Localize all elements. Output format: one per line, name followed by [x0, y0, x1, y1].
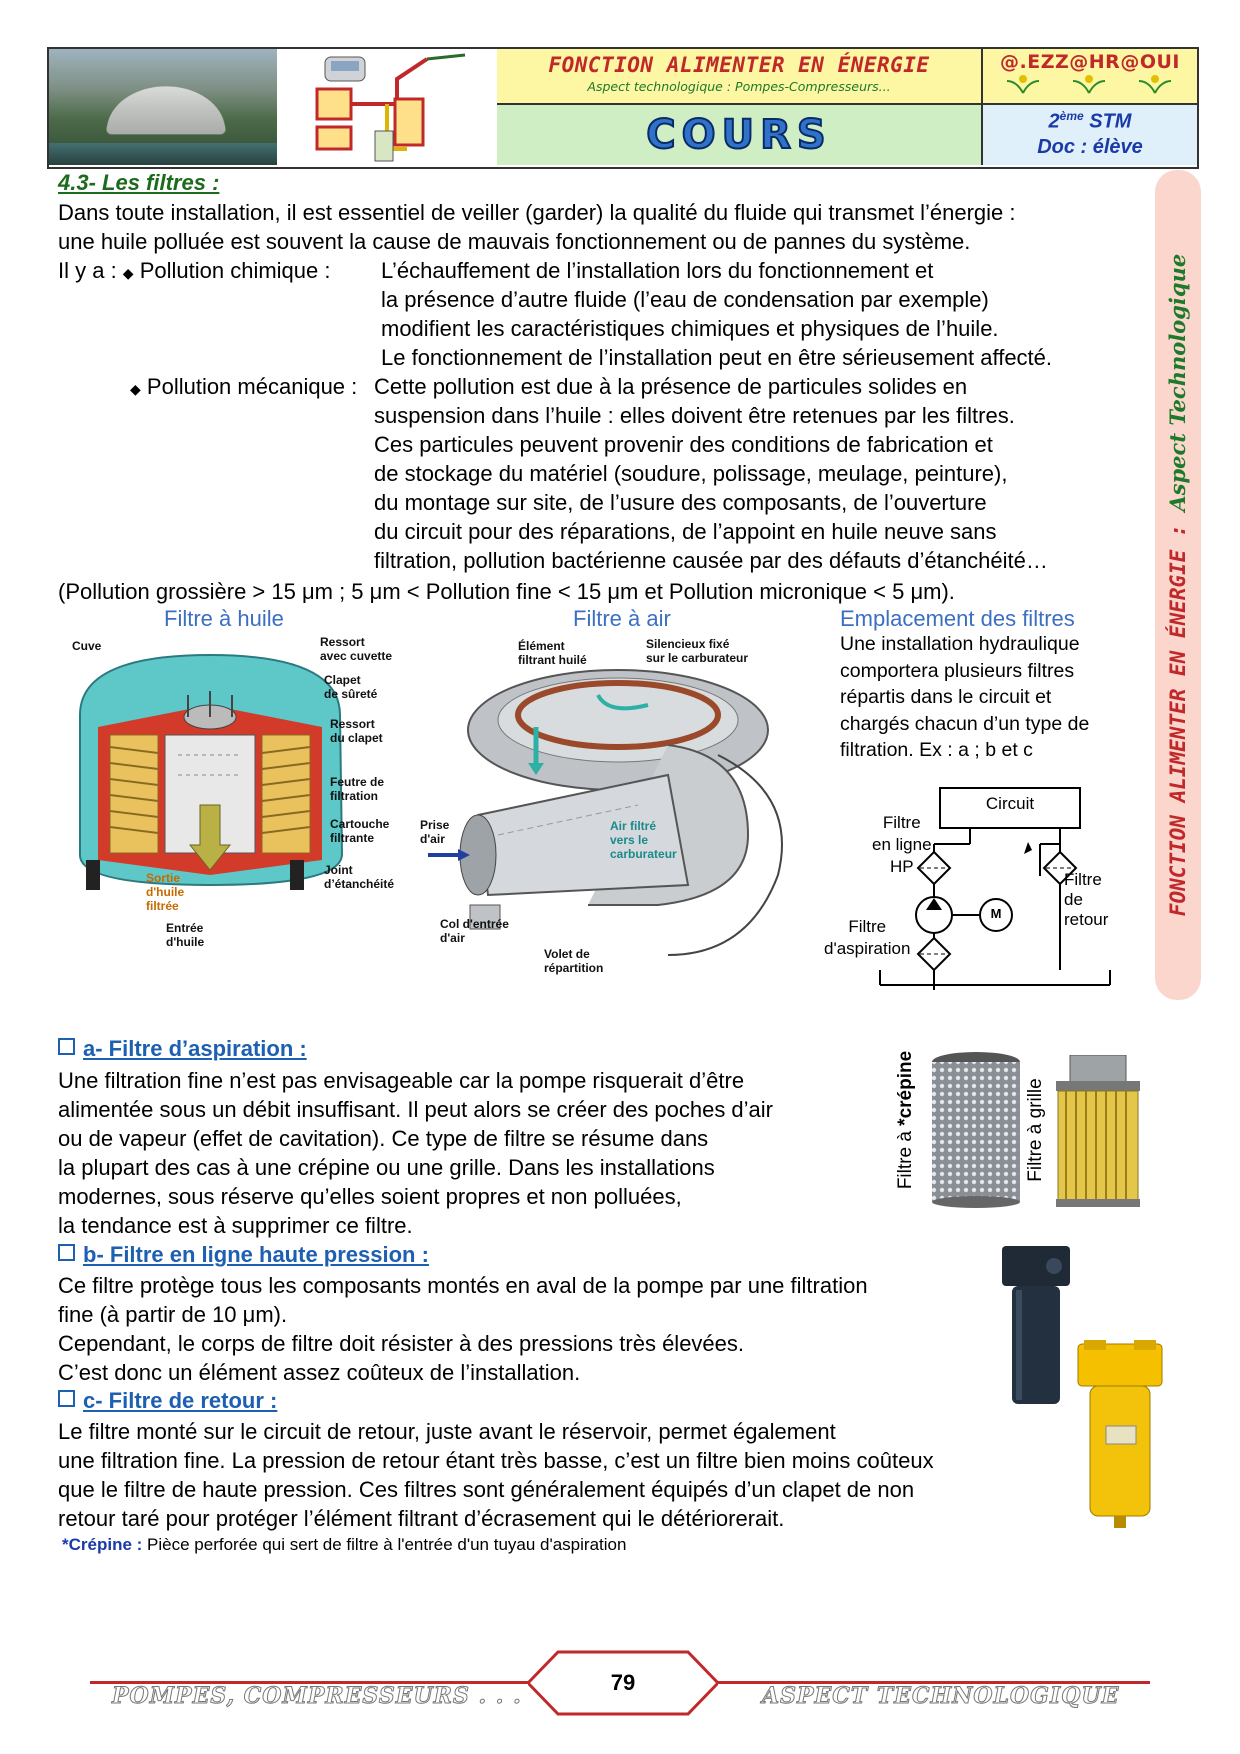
- label-aspiration: Filtre d'aspiration: [824, 917, 911, 958]
- flower-icon: [983, 73, 1197, 95]
- pollution-classes: (Pollution grossière > 15 μm ; 5 μm < Pollution fine < 15 μm et Pollution micronique < 5 μm).: [58, 579, 955, 604]
- crepine-label: Filtre à *crépine: [895, 1050, 916, 1190]
- doc-type-cell: [497, 105, 983, 165]
- label-prise: Prise d'air: [420, 818, 450, 846]
- header-subtitle: Aspect technologique : Pompes-Compresseurs...: [587, 79, 891, 94]
- header-title-cell: [497, 49, 983, 105]
- mech-line: Cette pollution est due à la présence de particules solides en: [374, 374, 968, 399]
- dam-photo: [49, 49, 278, 165]
- chem-line: Le fonctionnement de l’installation peut en être sérieusement affecté.: [381, 345, 1053, 370]
- placement-caption: Emplacement des filtres: [840, 606, 1075, 631]
- oil-filter-figure: [60, 635, 420, 955]
- label-col: Col d'entrée d'air: [440, 917, 509, 945]
- page-number: 79: [610, 1670, 636, 1695]
- label-joint: Joint d’étanchéité: [324, 863, 395, 891]
- return-filter-image: [1070, 1340, 1170, 1530]
- air-filter-caption: Filtre à air: [573, 606, 671, 631]
- label-clapet: Clapet de sûreté: [324, 673, 378, 701]
- sub-a-line: la plupart des cas à une crépine ou une grille. Dans les installations: [58, 1155, 715, 1180]
- air-filter-figure: [418, 635, 828, 980]
- sub-c-line: retour taré pour protéger l’élément filtrant d’écrasement qui le détériorerait.: [58, 1506, 785, 1531]
- sub-c-line: une filtration fine. La pression de retour étant très basse, c’est un filtre bien moins coûteux: [58, 1448, 934, 1473]
- footnote: *Crépine : Pièce perforée qui sert de filtre à l'entrée d'un tuyau d'aspiration: [62, 1535, 627, 1554]
- sub-c-line: que le filtre de haute pression. Ces filtres sont généralement équipés d’un clapet de non: [58, 1477, 915, 1502]
- level: 2ème STM: [1048, 109, 1132, 133]
- label-volet: Volet de répartition: [544, 947, 604, 975]
- doc-audience: Doc : élève: [1037, 135, 1143, 158]
- footer-left-text: POMPES, COMPRESSEURS . . .: [112, 1683, 522, 1709]
- sub-c-title: c- Filtre de retour :: [58, 1388, 277, 1414]
- sub-b-line: Cependant, le corps de filtre doit résister à des pressions très élevées.: [58, 1331, 745, 1356]
- mech-line: du circuit pour des réparations, de l’appoint en huile neuve sans: [374, 519, 997, 544]
- author-name: @.EZZ@HR@OUI: [1000, 51, 1180, 73]
- section-title: 4.3- Les filtres :: [58, 170, 220, 195]
- label-feutre: Feutre de filtration: [330, 775, 385, 803]
- header-title: FONCTION ALIMENTER EN ÉNERGIE: [548, 53, 930, 77]
- grille-label: Filtre à grille: [1025, 1078, 1046, 1182]
- label-air-filtre: Air filtré vers le carburateur: [610, 819, 677, 861]
- label-cartouche: Cartouche filtrante: [330, 817, 390, 845]
- circuit-diagram: [820, 780, 1120, 1000]
- chem-line: modifient les caractéristiques chimiques et physiques de l’huile.: [381, 316, 999, 341]
- pollution-chimique-label: Il y a : ◆ Pollution chimique :: [58, 258, 331, 283]
- grille-image: [1052, 1055, 1144, 1207]
- hp-filter-image: [998, 1240, 1074, 1410]
- intro-line-2: une huile polluée est souvent la cause de mauvais fonctionnement ou de pannes du système.: [58, 229, 971, 254]
- mech-line: du montage sur site, de l’usure des composants, de l’ouverture: [374, 490, 987, 515]
- sub-a-line: Une filtration fine n’est pas envisageable car la pompe risquerait d’être: [58, 1068, 745, 1093]
- circuit-label: Circuit: [985, 794, 1035, 813]
- sub-b-line: C’est donc un élément assez coûteux de l’installation.: [58, 1360, 581, 1385]
- footer-right-text: ASPECT TECHNOLOGIQUE: [762, 1683, 1120, 1709]
- sub-a-title: a- Filtre d’aspiration :: [58, 1036, 307, 1062]
- sub-c-line: Le filtre monté sur le circuit de retour, juste avant le réservoir, permet également: [58, 1419, 836, 1444]
- label-en-ligne: Filtre en ligne HP: [872, 813, 932, 876]
- chem-line: la présence d’autre fluide (l’eau de condensation par exemple): [381, 287, 989, 312]
- doc-type: COURS: [646, 112, 832, 158]
- energy-diagram: [277, 49, 499, 165]
- level-cell: [983, 105, 1197, 165]
- mech-line: filtration, pollution bactérienne causée par des défauts d’étanchéité…: [374, 548, 1048, 573]
- motor-label: M: [990, 906, 1002, 921]
- label-silencieux: Silencieux fixé sur le carburateur: [646, 637, 749, 665]
- mech-line: Ces particules peuvent provenir des conditions de fabrication et: [374, 432, 993, 457]
- label-entree: Entrée d'huile: [166, 921, 205, 949]
- author-cell: [983, 49, 1197, 105]
- label-sortie: Sortie d'huile filtrée: [146, 871, 185, 913]
- mech-line: suspension dans l’huile : elles doivent être retenues par les filtres.: [374, 403, 1015, 428]
- sub-b-line: Ce filtre protège tous les composants montés en aval de la pompe par une filtration: [58, 1273, 868, 1298]
- sub-a-line: ou de vapeur (effet de cavitation). Ce type de filtre se résume dans: [58, 1126, 709, 1151]
- page-header: [47, 47, 1199, 169]
- label-retour: Filtre de retour: [1064, 870, 1109, 929]
- sub-a-line: alimentée sous un débit insuffisant. Il peut alors se créer des poches d’air: [58, 1097, 773, 1122]
- sub-b-title: b- Filtre en ligne haute pression :: [58, 1242, 429, 1268]
- label-ressort-cuvette: Ressort avec cuvette: [320, 635, 393, 663]
- chem-line: L’échauffement de l’installation lors du fonctionnement et: [381, 258, 934, 283]
- crepine-image: [930, 1050, 1022, 1208]
- intro-line-1: Dans toute installation, il est essentiel de veiller (garder) la qualité du fluide qui transmet l’énergie :: [58, 200, 1016, 225]
- mech-line: de stockage du matériel (soudure, polissage, meulage, peinture),: [374, 461, 1008, 486]
- label-element: Élément filtrant huilé: [518, 639, 587, 667]
- pollution-mecanique-label: ◆ Pollution mécanique :: [130, 374, 358, 399]
- sub-a-line: modernes, sous réserve qu’elles soient propres et non polluées,: [58, 1184, 682, 1209]
- side-tab: FONCTION ALIMENTER EN ÉNERGIE : Aspect Technologique: [1155, 170, 1201, 1000]
- sub-a-line: la tendance est à supprimer ce filtre.: [58, 1213, 413, 1238]
- label-ressort-clapet: Ressort du clapet: [330, 717, 383, 745]
- sub-b-line: fine (à partir de 10 μm).: [58, 1302, 288, 1327]
- label-cuve: Cuve: [72, 639, 102, 653]
- placement-text: Une installation hydraulique comportera plusieurs filtres répartis dans le circuit et chargés chacun d’un type de filtration. Ex : a ; b et c: [840, 633, 1090, 761]
- oil-filter-caption: Filtre à huile: [164, 606, 284, 631]
